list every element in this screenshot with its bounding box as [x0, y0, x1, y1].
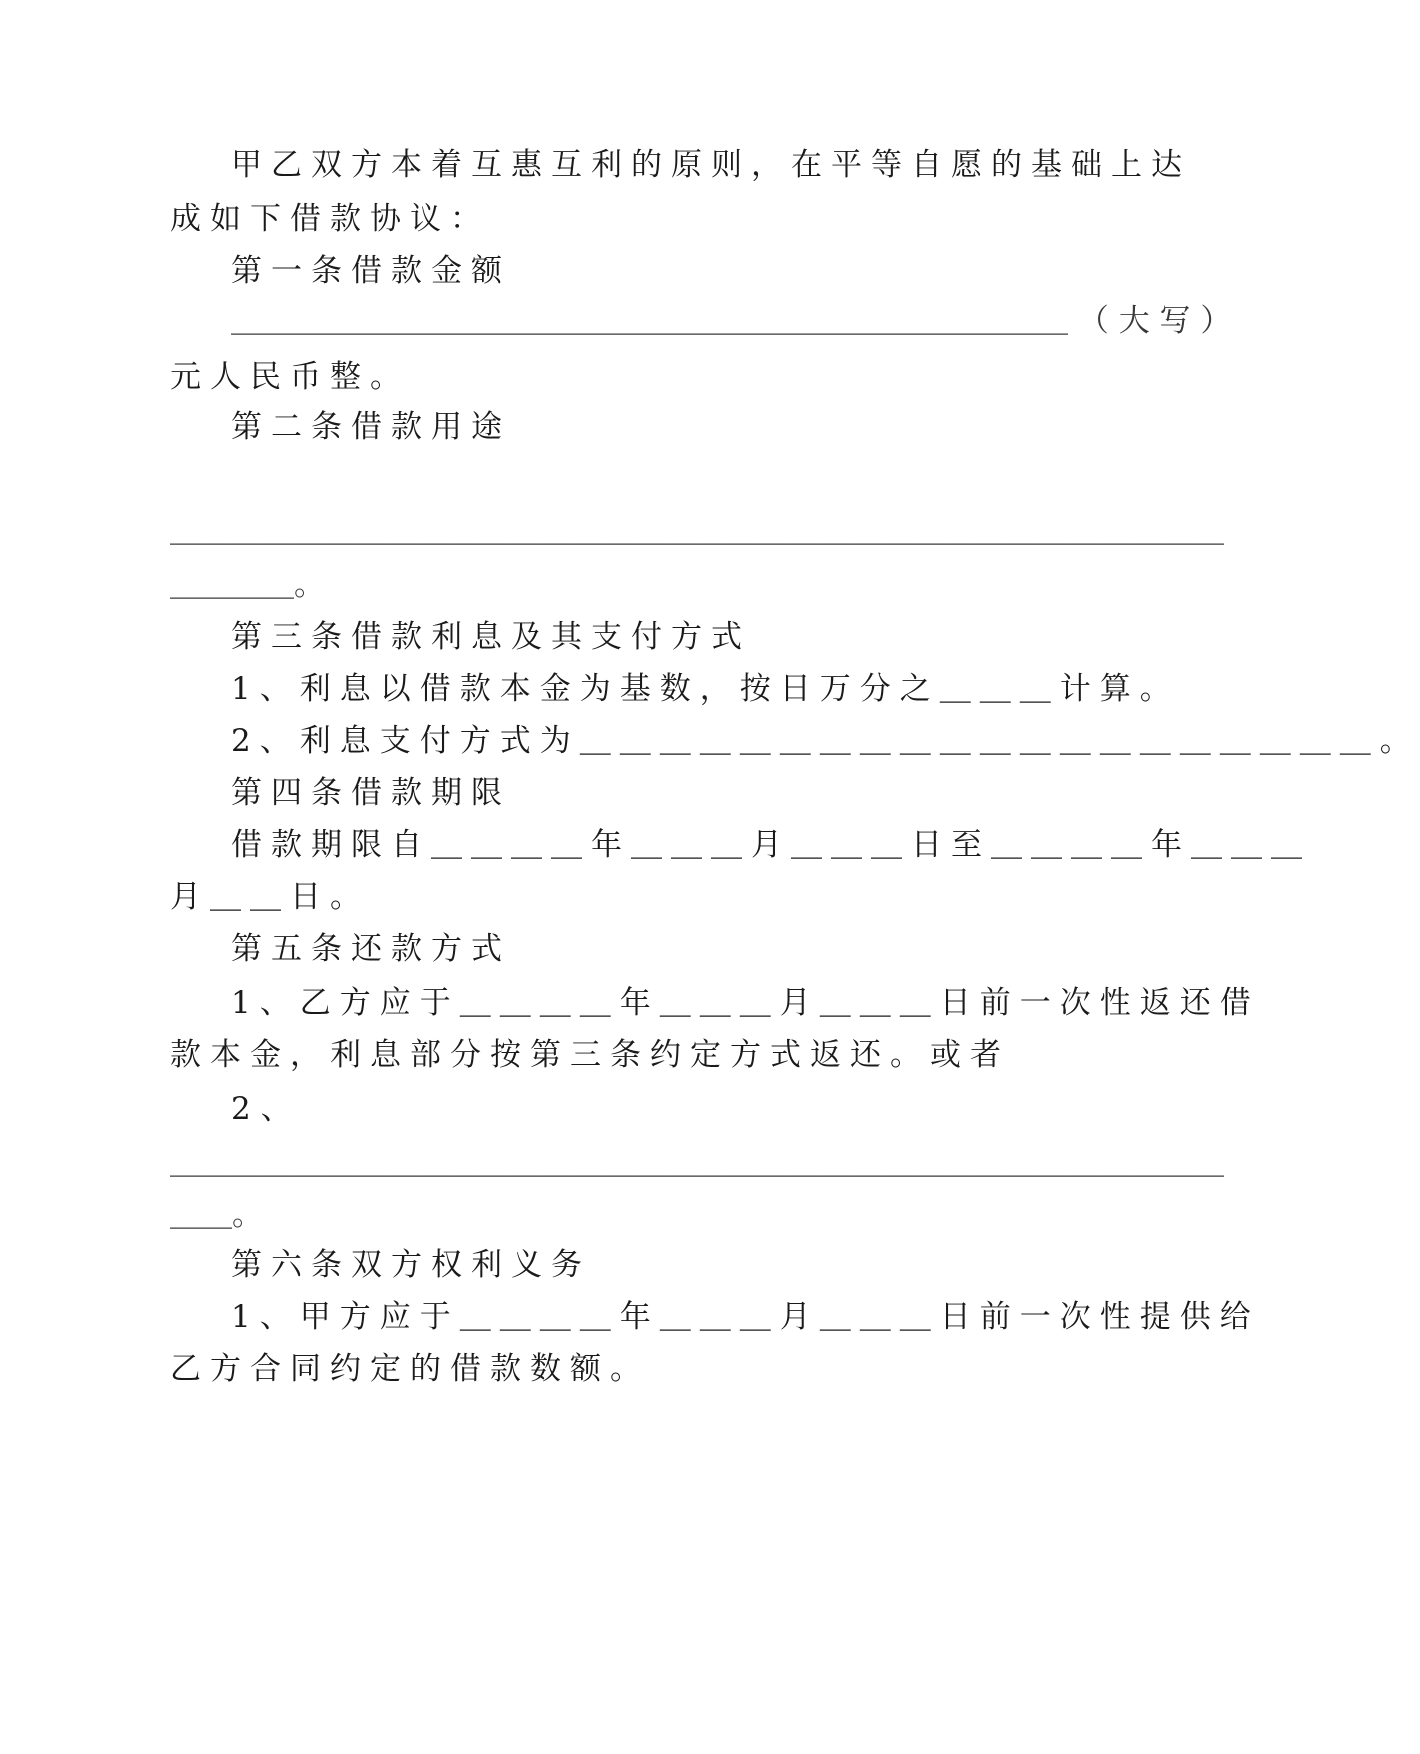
repayment-line-1: 1、乙方应于＿＿＿＿年＿＿＿月＿＿＿日前一次性返还借 — [231, 985, 1260, 1021]
amount-blank-line: ＿＿＿＿＿＿＿＿＿＿＿＿＿＿＿＿＿＿＿＿＿＿＿＿＿＿＿ （ 大 写 ） — [231, 303, 1232, 339]
term-line-2: 月＿＿日。 — [170, 879, 370, 915]
article-5-heading: 第五条还款方式 — [231, 931, 511, 967]
article-6-heading: 第六条双方权利义务 — [231, 1247, 591, 1283]
obligations-line-2: 乙方合同约定的借款数额。 — [170, 1351, 650, 1387]
article-1-heading: 第一条借款金额 — [231, 253, 511, 289]
article-3-heading: 第三条借款利息及其支付方式 — [231, 619, 751, 655]
article-4-heading: 第四条借款期限 — [231, 775, 511, 811]
purpose-blank-line: ＿＿＿＿＿＿＿＿＿＿＿＿＿＿＿＿＿＿＿＿＿＿＿＿＿＿＿＿＿＿＿＿＿＿ — [170, 513, 1224, 549]
preamble-line-2: 成如下借款协议： — [170, 201, 490, 237]
amount-currency-line: 元人民币整。 — [170, 359, 410, 395]
article-2-heading: 第二条借款用途 — [231, 409, 511, 445]
repayment-blank-end: ＿＿。 — [170, 1197, 263, 1233]
repayment-blank-line: ＿＿＿＿＿＿＿＿＿＿＿＿＿＿＿＿＿＿＿＿＿＿＿＿＿＿＿＿＿＿＿＿＿＿ — [170, 1145, 1224, 1181]
repayment-option-2: 2 、 — [231, 1091, 292, 1127]
preamble-line-1: 甲乙双方本着互惠互利的原则，在平等自愿的基础上达 — [231, 147, 1191, 183]
interest-rate-line: 1、利息以借款本金为基数，按日万分之＿＿＿计算。 — [231, 671, 1180, 707]
obligations-line-1: 1、甲方应于＿＿＿＿年＿＿＿月＿＿＿日前一次性提供给 — [231, 1299, 1260, 1335]
purpose-blank-end: ＿＿＿＿。 — [170, 567, 325, 603]
term-line-1: 借款期限自＿＿＿＿年＿＿＿月＿＿＿日至＿＿＿＿年＿＿＿ — [231, 827, 1311, 863]
interest-payment-line: 2、利息支付方式为＿＿＿＿＿＿＿＿＿＿＿＿＿＿＿＿＿＿＿＿。 — [231, 723, 1420, 759]
repayment-line-2: 款本金，利息部分按第三条约定方式返还。或者 — [170, 1037, 1010, 1073]
